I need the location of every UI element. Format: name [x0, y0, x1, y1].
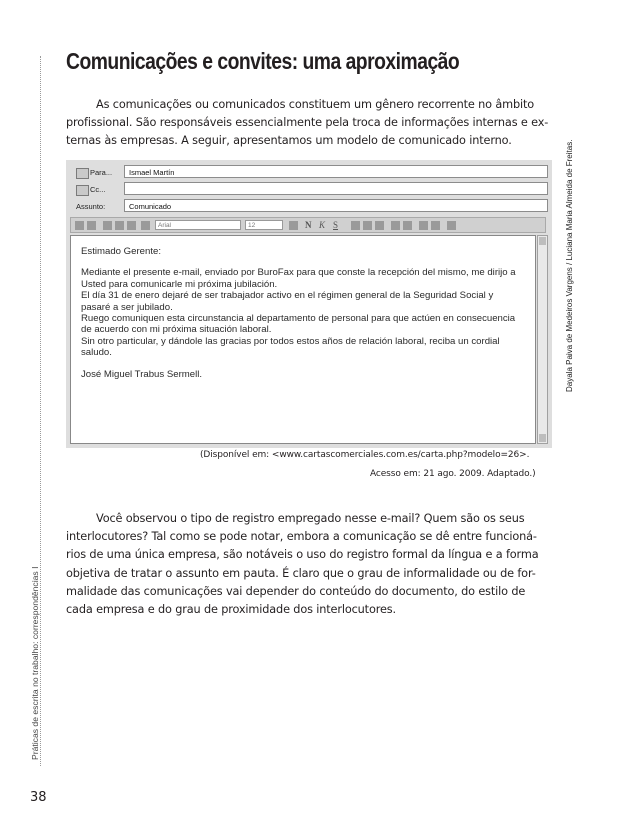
message-body[interactable] [70, 235, 536, 444]
message-paragraph-4: Sin otro particular, y dándole las gracias por todos estos años de relación laboral, reciba un cordial saludo. [81, 335, 500, 359]
intro-line-1: As comunicações ou comunicados constituem um gênero recorrente no âmbito [96, 98, 535, 111]
message-paragraph-1: Mediante el presente e-mail, enviado por BuroFax para que conste la recepción del mismo, me dirijo a Usted para comunicarle mi próxima jubilación. [81, 267, 516, 290]
to-row [70, 165, 550, 181]
save-icon[interactable] [75, 221, 84, 230]
body-line-5: malidade das comunicações vai depender do conteúdo do documento, do estilo de [66, 584, 526, 598]
to-label[interactable]: Para... [90, 168, 113, 177]
subject-row [70, 199, 550, 215]
format-toolbar [70, 217, 546, 233]
page-title: Comunicações e convites: uma aproximação [66, 48, 460, 74]
running-title: Práticas de escrita no trabalho: correspondências I [30, 566, 40, 760]
scroll-up-icon[interactable] [539, 237, 546, 245]
intro-line-3: ternas às empresas. A seguir, apresentamos um modelo de comunicado interno. [66, 134, 512, 148]
body-line-4: objetiva de tratar o assunto em pauta. É claro que o grau de informalidade ou de for- [66, 566, 536, 580]
source-caption: (Disponível em: <www.cartascomerciales.com.es/carta.php?modelo=26>. [200, 450, 530, 460]
margin-dotted-rule [40, 56, 41, 766]
font-size-select[interactable]: 12 [245, 220, 283, 230]
subject-field[interactable]: Comunicado [124, 199, 548, 212]
bullet-list-icon[interactable] [403, 221, 412, 230]
font-select[interactable]: Arial [155, 220, 241, 230]
indent-icon[interactable] [431, 221, 440, 230]
access-caption: Acesso em: 21 ago. 2009. Adaptado.) [370, 469, 536, 479]
intro-paragraph [66, 96, 550, 151]
body-line-3: rios de uma única empresa, são notáveis o uso do registro formal da língua e a forma [66, 548, 539, 562]
paste-icon[interactable] [127, 221, 136, 230]
address-book-icon[interactable] [76, 168, 89, 179]
image-credit: Dayala Paiva de Medeiros Vargens / Luciana Maria Almeida de Freitas. [565, 139, 574, 392]
align-center-icon[interactable] [363, 221, 372, 230]
cc-row [70, 182, 550, 198]
scroll-down-icon[interactable] [539, 434, 546, 442]
numbered-list-icon[interactable] [391, 221, 400, 230]
underline-icon[interactable]: S [333, 220, 339, 230]
outdent-icon[interactable] [419, 221, 428, 230]
message-paragraph-3: Ruego comuniquen esta circunstancia al departamento de personal para que actúen en consecuencia de acuerdo con mi próxima situación laboral. [81, 313, 516, 336]
subject-label: Assunto: [76, 202, 106, 211]
cut-icon[interactable] [103, 221, 112, 230]
message-text [81, 246, 521, 380]
intro-line-2: profissional. São responsáveis essencialmente pela troca de informações internas e ex- [66, 116, 549, 130]
address-book-icon[interactable] [76, 185, 89, 196]
body-paragraph [66, 510, 550, 619]
message-paragraph-2: El día 31 de enero dejaré de ser trabajador activo en el régimen general de la Seguridad Social y pasaré a ser jubilado. [81, 290, 494, 313]
bold-icon[interactable]: N [305, 220, 312, 230]
to-field[interactable]: Ismael Martín [124, 165, 548, 178]
greeting: Estimado Gerente: [81, 246, 161, 257]
body-line-2: interlocutores? Tal como se pode notar, embora a comunicação se dê entre funcioná- [66, 530, 537, 544]
email-screenshot [66, 160, 552, 448]
font-color-icon[interactable] [289, 221, 298, 230]
link-icon[interactable] [447, 221, 456, 230]
align-right-icon[interactable] [375, 221, 384, 230]
copy-icon[interactable] [115, 221, 124, 230]
page-number: 38 [30, 790, 47, 805]
body-line-1: Você observou o tipo de registro empregado nesse e-mail? Quem são os seus [96, 512, 525, 525]
undo-icon[interactable] [141, 221, 150, 230]
cc-label[interactable]: Cc... [90, 185, 106, 194]
italic-icon[interactable]: K [319, 220, 326, 230]
print-icon[interactable] [87, 221, 96, 230]
vertical-scrollbar[interactable] [537, 235, 548, 444]
cc-field[interactable] [124, 182, 548, 195]
align-left-icon[interactable] [351, 221, 360, 230]
body-line-6: cada empresa e do grau de proximidade dos interlocutores. [66, 603, 396, 617]
signature: José Miguel Trabus Sermell. [81, 368, 203, 380]
